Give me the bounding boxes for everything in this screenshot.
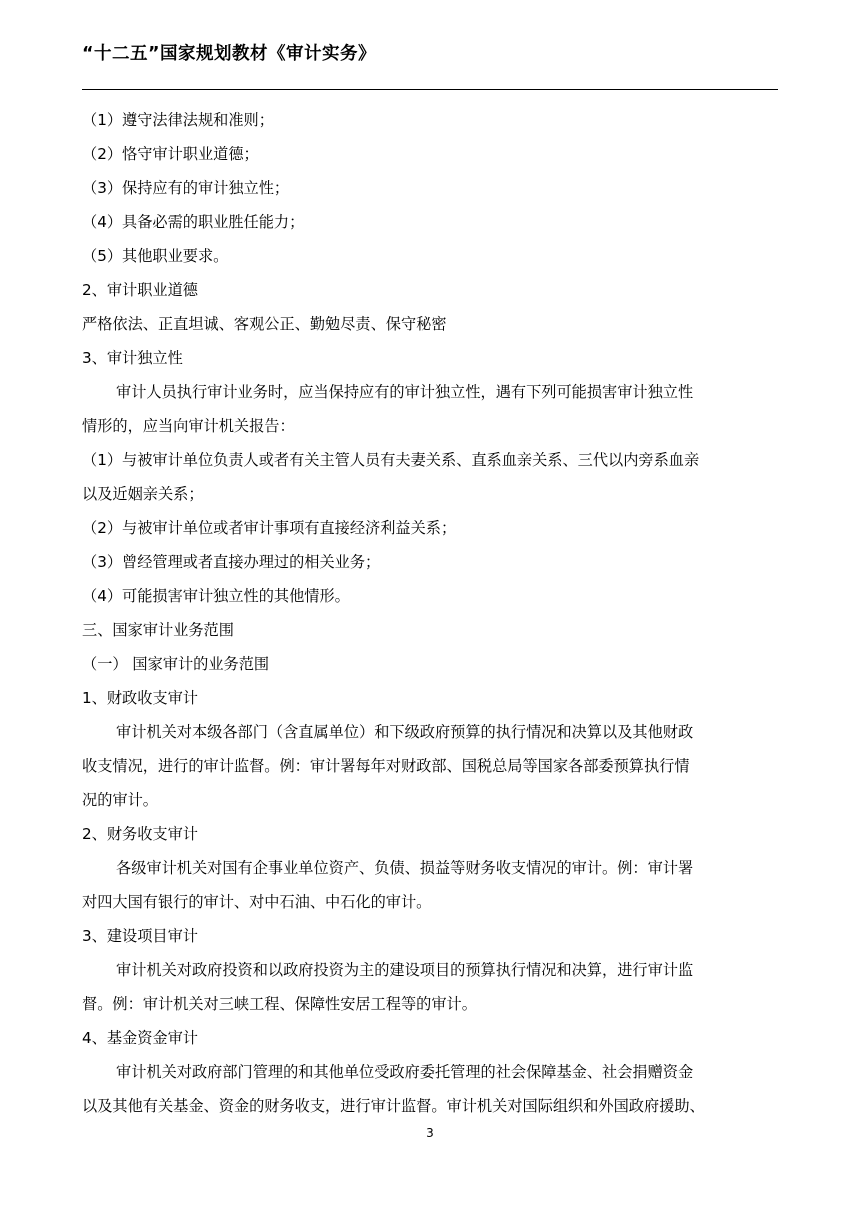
list-item: （4）具备必需的职业胜任能力； (82, 213, 305, 231)
section-heading: 3、审计独立性 (82, 349, 183, 367)
paragraph-line: 情形的，应当向审计机关报告： (82, 417, 295, 435)
list-item: （5）其他职业要求。 (82, 247, 229, 265)
section-heading: 2、财务收支审计 (82, 825, 198, 843)
list-item-continuation: 以及近姻亲关系； (82, 485, 204, 503)
list-item: （2）恪守审计职业道德； (82, 145, 259, 163)
paragraph-line: 审计机关对政府部门管理的和其他单位受政府委托管理的社会保障基金、社会捐赠资金 (116, 1063, 694, 1081)
paragraph-line: 严格依法、正直坦诚、客观公正、勤勉尽责、保守秘密 (82, 315, 447, 333)
paragraph-line: 各级审计机关对国有企事业单位资产、负债、损益等财务收支情况的审计。例：审计署 (116, 859, 694, 877)
list-item: （4）可能损害审计独立性的其他情形。 (82, 587, 350, 605)
paragraph-line: 督。例：审计机关对三峡工程、保障性安居工程等的审计。 (82, 995, 477, 1013)
paragraph-line: 对四大国有银行的审计、对中石油、中石化的审计。 (82, 893, 432, 911)
document-body (82, 103, 778, 1123)
section-heading: 4、基金资金审计 (82, 1029, 198, 1047)
paragraph-line: 况的审计。 (82, 791, 158, 809)
list-item: （3）保持应有的审计独立性； (82, 179, 290, 197)
list-item: （1）与被审计单位负责人或者有关主管人员有夫妻关系、直系血亲关系、三代以内旁系血亲 (82, 451, 700, 469)
paragraph-line: 以及其他有关基金、资金的财务收支，进行审计监督。审计机关对国际组织和外国政府援助、 (82, 1097, 705, 1115)
page-header (82, 38, 778, 90)
paragraph-line: 审计人员执行审计业务时，应当保持应有的审计独立性，遇有下列可能损害审计独立性 (116, 383, 694, 401)
list-item: （2）与被审计单位或者审计事项有直接经济利益关系； (82, 519, 457, 537)
header-title: “十二五”国家规划教材《审计实务》 (82, 44, 377, 64)
section-heading: 1、财政收支审计 (82, 689, 198, 707)
list-item: （1）遵守法律法规和准则； (82, 111, 274, 129)
paragraph-line: 审计机关对本级各部门（含直属单位）和下级政府预算的执行情况和决算以及其他财政 (116, 723, 694, 741)
subsection-heading: （一） 国家审计的业务范围 (82, 655, 270, 673)
paragraph-line: 收支情况，进行的审计监督。例：审计署每年对财政部、国税总局等国家各部委预算执行情 (82, 757, 690, 775)
section-heading: 2、审计职业道德 (82, 281, 198, 299)
paragraph-line: 审计机关对政府投资和以政府投资为主的建设项目的预算执行情况和决算，进行审计监 (116, 961, 694, 979)
page-number: 3 (426, 1126, 434, 1140)
list-item: （3）曾经管理或者直接办理过的相关业务； (82, 553, 381, 571)
section-heading: 三、国家审计业务范围 (82, 621, 234, 639)
section-heading: 3、建设项目审计 (82, 927, 198, 945)
